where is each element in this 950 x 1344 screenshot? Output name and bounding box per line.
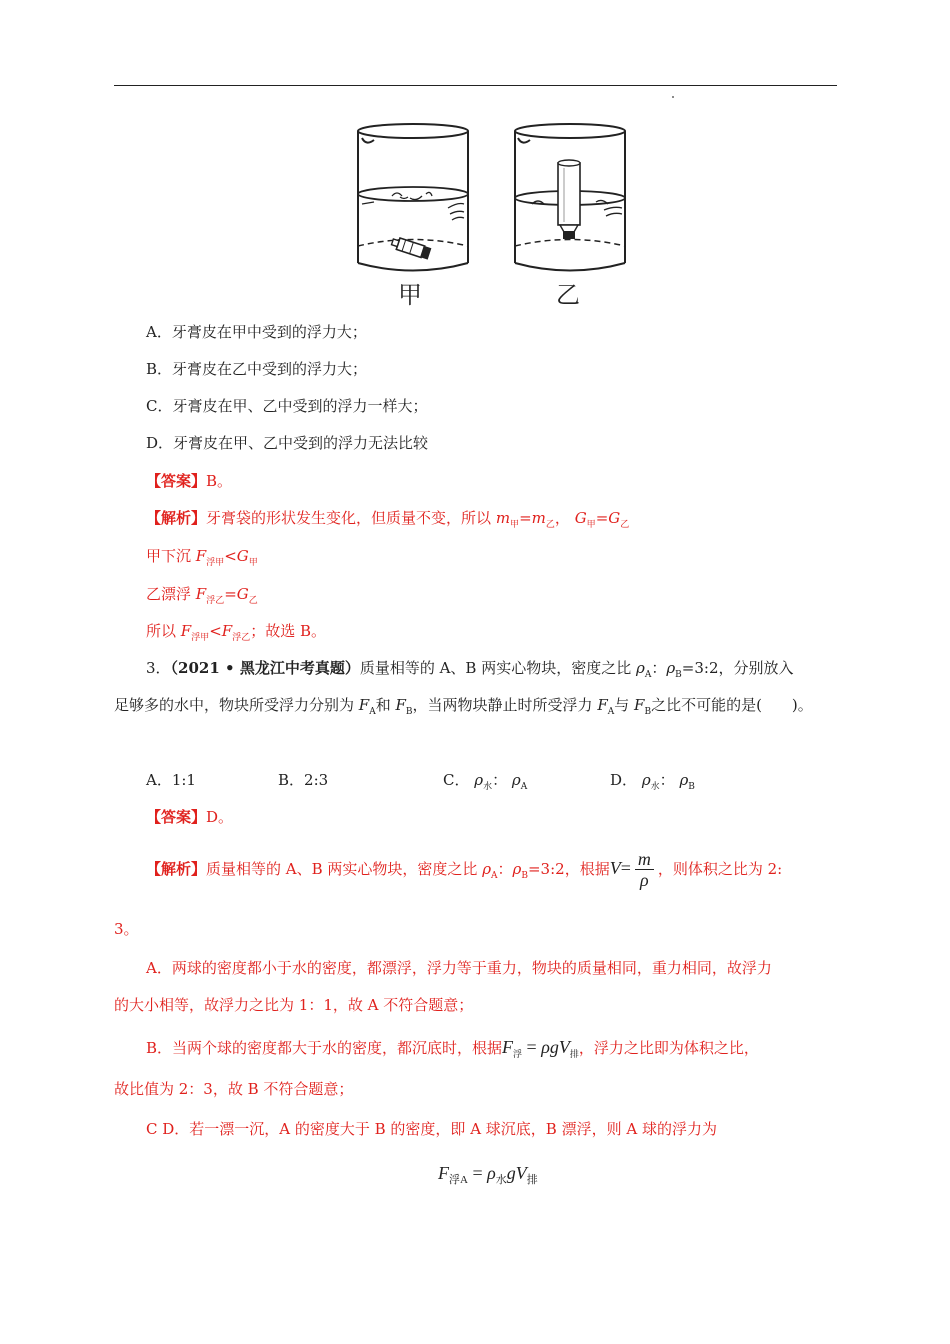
q3-option-c (443, 769, 527, 794)
sub-b: B (644, 707, 652, 717)
var-rho: ρ (487, 1163, 496, 1183)
line4-prefix: 所以 (146, 622, 181, 640)
var-f: F (358, 696, 370, 714)
q3-analysis-p4a (146, 1036, 759, 1061)
formula-buoyancy (502, 1037, 579, 1057)
var-rho: ρ (511, 771, 521, 789)
sub-jia: 甲 (586, 520, 596, 530)
opt-c-label: C． (443, 771, 470, 789)
var-rho: ρ (679, 771, 689, 789)
eq: = (595, 509, 609, 527)
colon: ： (492, 771, 508, 789)
var-f: F (180, 622, 192, 640)
var-f: F (597, 696, 608, 714)
p4a-pre: B．当两个球的密度都大于水的密度，都沉底时，根据 (146, 1039, 503, 1057)
comma: ， (554, 509, 570, 527)
he: 和 (375, 696, 396, 714)
header-dot (672, 96, 674, 98)
fraction (635, 849, 654, 890)
beakers-illustration (352, 118, 632, 308)
var-g: G (236, 585, 249, 603)
sub-shui: 水 (650, 782, 660, 792)
q3-stem2b: ，当两物块静止时所受浮力 (412, 696, 598, 714)
var-rho: ρ (482, 860, 492, 878)
an1a: 质量相等的 A、B 两实心物块，密度之比 (206, 860, 483, 878)
var-v: V (558, 1037, 570, 1057)
figure-label-yi: 乙 (556, 281, 580, 309)
analysis-tag: 【解析】 (146, 860, 207, 878)
var-f: F (438, 1163, 449, 1183)
figure-label-jia: 甲 (398, 281, 422, 309)
q3-stem-line1 (146, 657, 794, 682)
q3-analysis-line1 (146, 846, 782, 894)
var-v: V (609, 858, 621, 878)
q2-analysis-line2 (146, 545, 258, 570)
sub-b: B (675, 670, 682, 680)
lt: < (209, 622, 222, 640)
line3-prefix: 乙漂浮 (146, 585, 196, 603)
line4-suffix: ；故选 B。 (250, 622, 327, 640)
var-rho: ρ (474, 771, 484, 789)
sub-shui: 水 (483, 782, 493, 792)
var-f: F (395, 696, 406, 714)
var-g: G (608, 509, 621, 527)
sub-b: B (688, 782, 695, 792)
an1c: ，则体积之比为 2: (657, 860, 783, 878)
q3-option-a: A．1:1 (146, 771, 196, 789)
answer-tag: 【答案】 (146, 808, 207, 826)
q2-analysis-line4 (146, 620, 326, 645)
var-rho: ρ (666, 659, 676, 677)
sub-jia: 甲 (510, 520, 520, 530)
q3-stem1b: =3:2，分别放入 (681, 659, 794, 677)
eq: = (224, 585, 237, 603)
sub-fuA: 浮A (449, 1174, 468, 1186)
q3-analysis-line2: 3。 (114, 920, 139, 938)
formula-fuA (438, 1158, 538, 1191)
q3-stem2c: 之比不可能的是( )。 (651, 696, 813, 714)
yu: 与 (614, 696, 635, 714)
sub-pai: 排 (569, 1049, 579, 1059)
header-rule (114, 85, 837, 86)
eq: = (526, 1037, 537, 1057)
q3-analysis-p4b: 故比值为 2：3，故 B 不符合题意； (114, 1080, 354, 1098)
sub-a: A (491, 871, 498, 881)
eq: = (472, 1163, 483, 1183)
beakers-figure (352, 118, 632, 308)
q2-option-b: B．牙膏皮在乙中受到的浮力大； (146, 360, 368, 378)
var-rho: ρ (636, 659, 645, 677)
q3-stem2a: 足够多的水中，物块所受浮力分别为 (114, 696, 359, 714)
var-f: F (221, 622, 233, 640)
beaker-yi (515, 124, 625, 271)
answer-tag: 【答案】 (146, 472, 207, 490)
lt: < (224, 547, 237, 565)
q3-option-d (610, 769, 695, 794)
sub-b: B (521, 871, 528, 881)
sub-fuyi: 浮乙 (232, 633, 251, 643)
p4a-post: ，浮力之比即为体积之比， (578, 1039, 759, 1057)
var-m: m (531, 509, 546, 527)
frac-num: m (635, 849, 654, 870)
var-rho: ρ (641, 771, 651, 789)
sub-yi: 乙 (620, 520, 630, 530)
sub-b: B (405, 707, 413, 717)
frac-den: ρ (640, 870, 649, 891)
sub-a: A (607, 707, 615, 717)
sub-yi: 乙 (248, 596, 258, 606)
q3-source: （2021 • 黑龙江中考真题） (170, 659, 360, 677)
q3-number: 3． (146, 659, 171, 677)
answer-value: B。 (206, 472, 233, 490)
beaker-jia (358, 124, 468, 271)
q2-answer (146, 470, 232, 492)
var-rho: ρ (512, 860, 522, 878)
sub-shui: 水 (495, 1174, 507, 1186)
q3-stem-line2 (114, 694, 813, 719)
sub-a: A (644, 670, 652, 680)
var-f: F (634, 696, 645, 714)
eq: = (620, 858, 631, 878)
formula-v (609, 849, 658, 891)
q2-analysis-line1 (146, 507, 629, 532)
answer-value: D。 (206, 808, 234, 826)
q3-analysis-p3b: 的大小相等，故浮力之比为 1：1，故 A 不符合题意； (114, 996, 474, 1014)
opt-d-label: D． (610, 771, 638, 789)
line2-prefix: 甲下沉 (146, 547, 196, 565)
q3-analysis-p3a: A．两球的密度都小于水的密度，都漂浮，浮力等于重力，物块的质量相同，重力相同，故浮力 (146, 959, 772, 977)
q2-analysis-line3 (146, 583, 258, 608)
var-g: g (549, 1037, 559, 1057)
colon: ： (497, 860, 513, 878)
sub-a: A (369, 707, 376, 717)
var-v: V (515, 1163, 527, 1183)
sub-fujia: 浮甲 (191, 633, 210, 643)
colon: ： (651, 659, 667, 677)
q3-answer (146, 806, 233, 828)
var-g: G (574, 509, 587, 527)
an1b: =3:2，根据 (527, 860, 610, 878)
sub-pai: 排 (526, 1174, 538, 1186)
q2-option-d: D．牙膏皮在甲、乙中受到的浮力无法比较 (146, 434, 429, 452)
var-m: m (495, 509, 511, 527)
analysis-tag: 【解析】 (146, 509, 207, 527)
eq: = (519, 509, 532, 527)
sub-a: A (520, 782, 528, 792)
sub-fujia: 浮甲 (206, 558, 225, 568)
var-g: g (506, 1163, 516, 1183)
var-f: F (502, 1037, 514, 1057)
q3-stem1a: 质量相等的 A、B 两实心物块，密度之比 (359, 659, 636, 677)
analysis-text: 牙膏袋的形状发生变化，但质量不变，所以 (206, 509, 492, 527)
sub-fuyi: 浮乙 (206, 596, 225, 606)
var-rho: ρ (541, 1037, 550, 1057)
q3-option-b: B．2:3 (278, 771, 329, 789)
q2-option-a: A．牙膏皮在甲中受到的浮力大； (146, 323, 367, 341)
sub-fu: 浮 (513, 1049, 523, 1059)
q2-option-c: C．牙膏皮在甲、乙中受到的浮力一样大； (146, 397, 428, 415)
beaker-wave-jia (400, 197, 408, 199)
q3-analysis-p5: C D．若一漂一沉，A 的密度大于 B 的密度，即 A 球沉底，B 漂浮，则 A 球的浮力为 (146, 1120, 717, 1138)
sub-yi: 乙 (545, 520, 555, 530)
var-f: F (195, 585, 207, 603)
colon: ： (659, 771, 675, 789)
var-g: G (236, 547, 249, 565)
var-f: F (195, 547, 207, 565)
sub-jia: 甲 (248, 558, 258, 568)
